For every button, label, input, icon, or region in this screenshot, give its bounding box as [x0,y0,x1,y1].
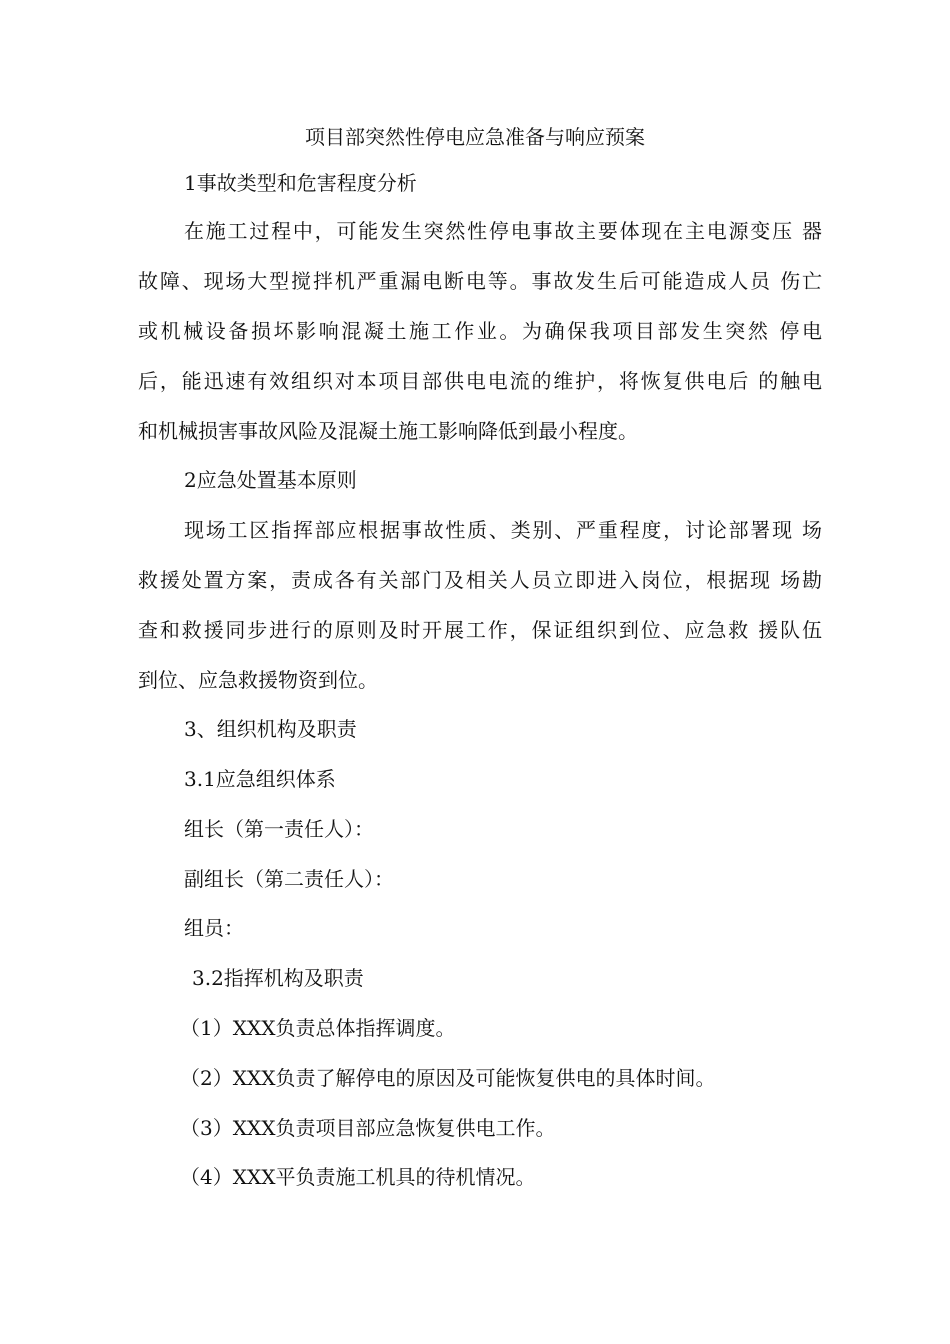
duty-item-1: （1）XXX负责总体指挥调度。 [180,1016,456,1040]
document-title: 项目部突然性停电应急准备与响应预案 [305,125,645,149]
paragraph-1-line-1: 在施工过程中，可能发生突然性停电事故主要体现在主电源变压 器 [184,219,822,243]
duty-item-4: （4）XXX平负责施工机具的待机情况。 [180,1165,536,1189]
section-heading-3-2: 3.2指挥机构及职责 [192,966,364,990]
section-heading-2: 2应急处置基本原则 [184,468,357,492]
paragraph-1-line-2: 故障、现场大型搅拌机严重漏电断电等。事故发生后可能造成人员 伤亡 [138,269,822,293]
paragraph-1-line-5: 和机械损害事故风险及混凝土施工影响降低到最小程度。 [138,419,638,443]
section-heading-3-1: 3.1应急组织体系 [184,767,336,791]
paragraph-1-line-4: 后，能迅速有效组织对本项目部供电电流的维护，将恢复供电后 的触电 [138,369,822,393]
duty-item-3: （3）XXX负责项目部应急恢复供电工作。 [180,1116,556,1140]
deputy-leader-line: 副组长（第二责任人）： [184,867,394,891]
paragraph-2-line-3: 查和救援同步进行的原则及时开展工作，保证组织到位、应急救 援队伍 [138,618,822,642]
paragraph-2-line-4: 到位、应急救援物资到位。 [138,668,378,692]
paragraph-1-line-3: 或机械设备损坏影响混凝土施工作业。为确保我项目部发生突然 停电 [138,319,822,343]
section-heading-3: 3、组织机构及职责 [184,717,357,741]
duty-item-2: （2）XXX负责了解停电的原因及可能恢复供电的具体时间。 [180,1066,716,1090]
section-heading-1: 1事故类型和危害程度分析 [184,171,417,195]
leader-line: 组长（第一责任人）： [184,817,374,841]
paragraph-2-line-2: 救援处置方案，责成各有关部门及相关人员立即进入岗位，根据现 场勘 [138,568,822,592]
members-line: 组员： [184,916,244,940]
paragraph-2-line-1: 现场工区指挥部应根据事故性质、类别、严重程度，讨论部署现 场 [184,518,822,542]
